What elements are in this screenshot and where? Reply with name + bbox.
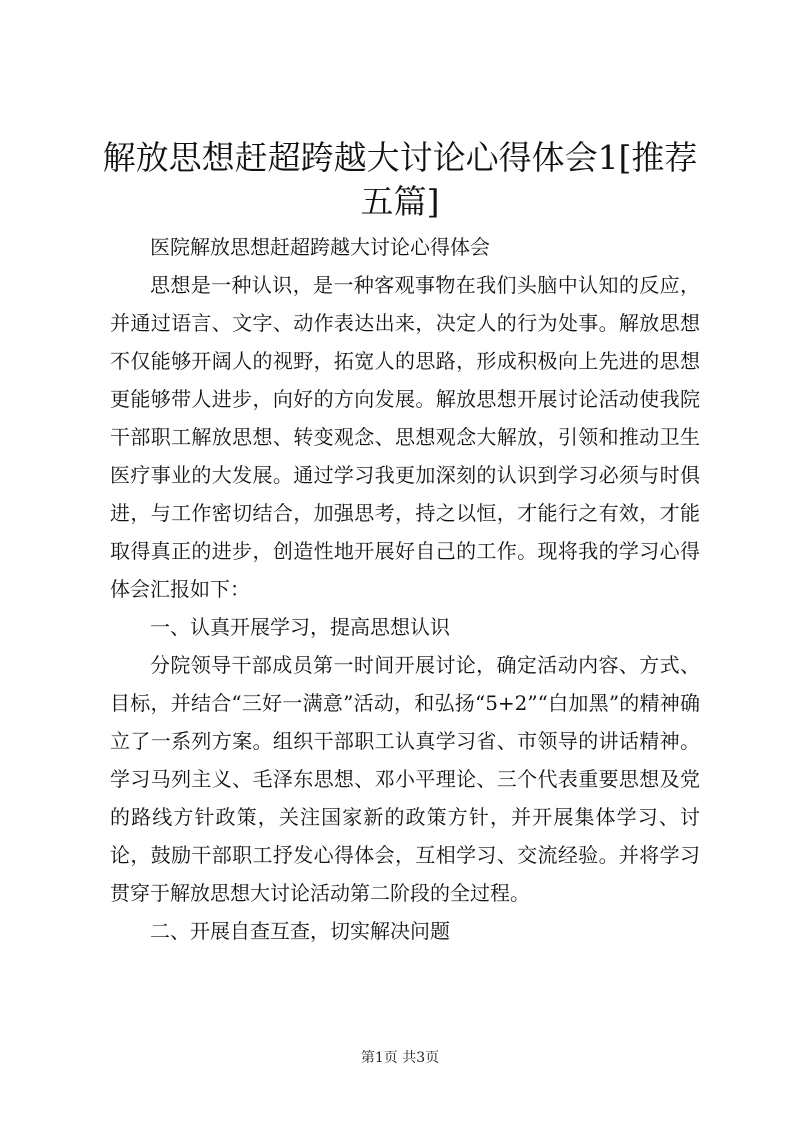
document-body bbox=[110, 228, 700, 950]
paragraph-intro: 思想是一种认识，是一种客观事物在我们头脑中认知的反应，并通过语言、文字、动作表达出来，决定人的行为处事。解放思想不仅能够开阔人的视野，拓宽人的思路，形成积极向上先进的思想更能够带人进步，向好的方向发展。解放思想开展讨论活动使我院干部职工解放思想、转变观念、思想观念大解放，引领和推动卫生医疗事业的大发展。通过学习我更加深刻的认识到学习必须与时俱进，与工作密切结合，加强思考，持之以恒，才能行之有效，才能取得真正的进步，创造性地开展好自己的工作。现将我的学习心得体会汇报如下： bbox=[110, 273, 700, 601]
section-heading-1: 一、认真开展学习，提高思想认识 bbox=[150, 615, 450, 639]
document-title: 解放思想赶超跨越大讨论心得体会1[推荐五篇] bbox=[102, 138, 698, 221]
section-heading-2: 二、开展自查互查，切实解决问题 bbox=[150, 919, 450, 943]
paragraph-section-1: 分院领导干部成员第一时间开展讨论，确定活动内容、方式、目标，并结合“三好一满意”活动，和弘扬“5+2”“白加黑”的精神确立了一系列方案。组织干部职工认真学习省、市领导的讲话精神。学习马列主义、毛泽东思想、邓小平理论、三个代表重要思想及党的路线方针政策，关注国家新的政策方针，并开展集体学习、讨论，鼓励干部职工抒发心得体会，互相学习、交流经验。并将学习贯穿于解放思想大讨论活动第二阶段的全过程。 bbox=[110, 653, 700, 905]
paragraph-subtitle: 医院解放思想赶超跨越大讨论心得体会 bbox=[150, 235, 490, 259]
page-footer: 第1页 共3页 bbox=[360, 1050, 440, 1066]
